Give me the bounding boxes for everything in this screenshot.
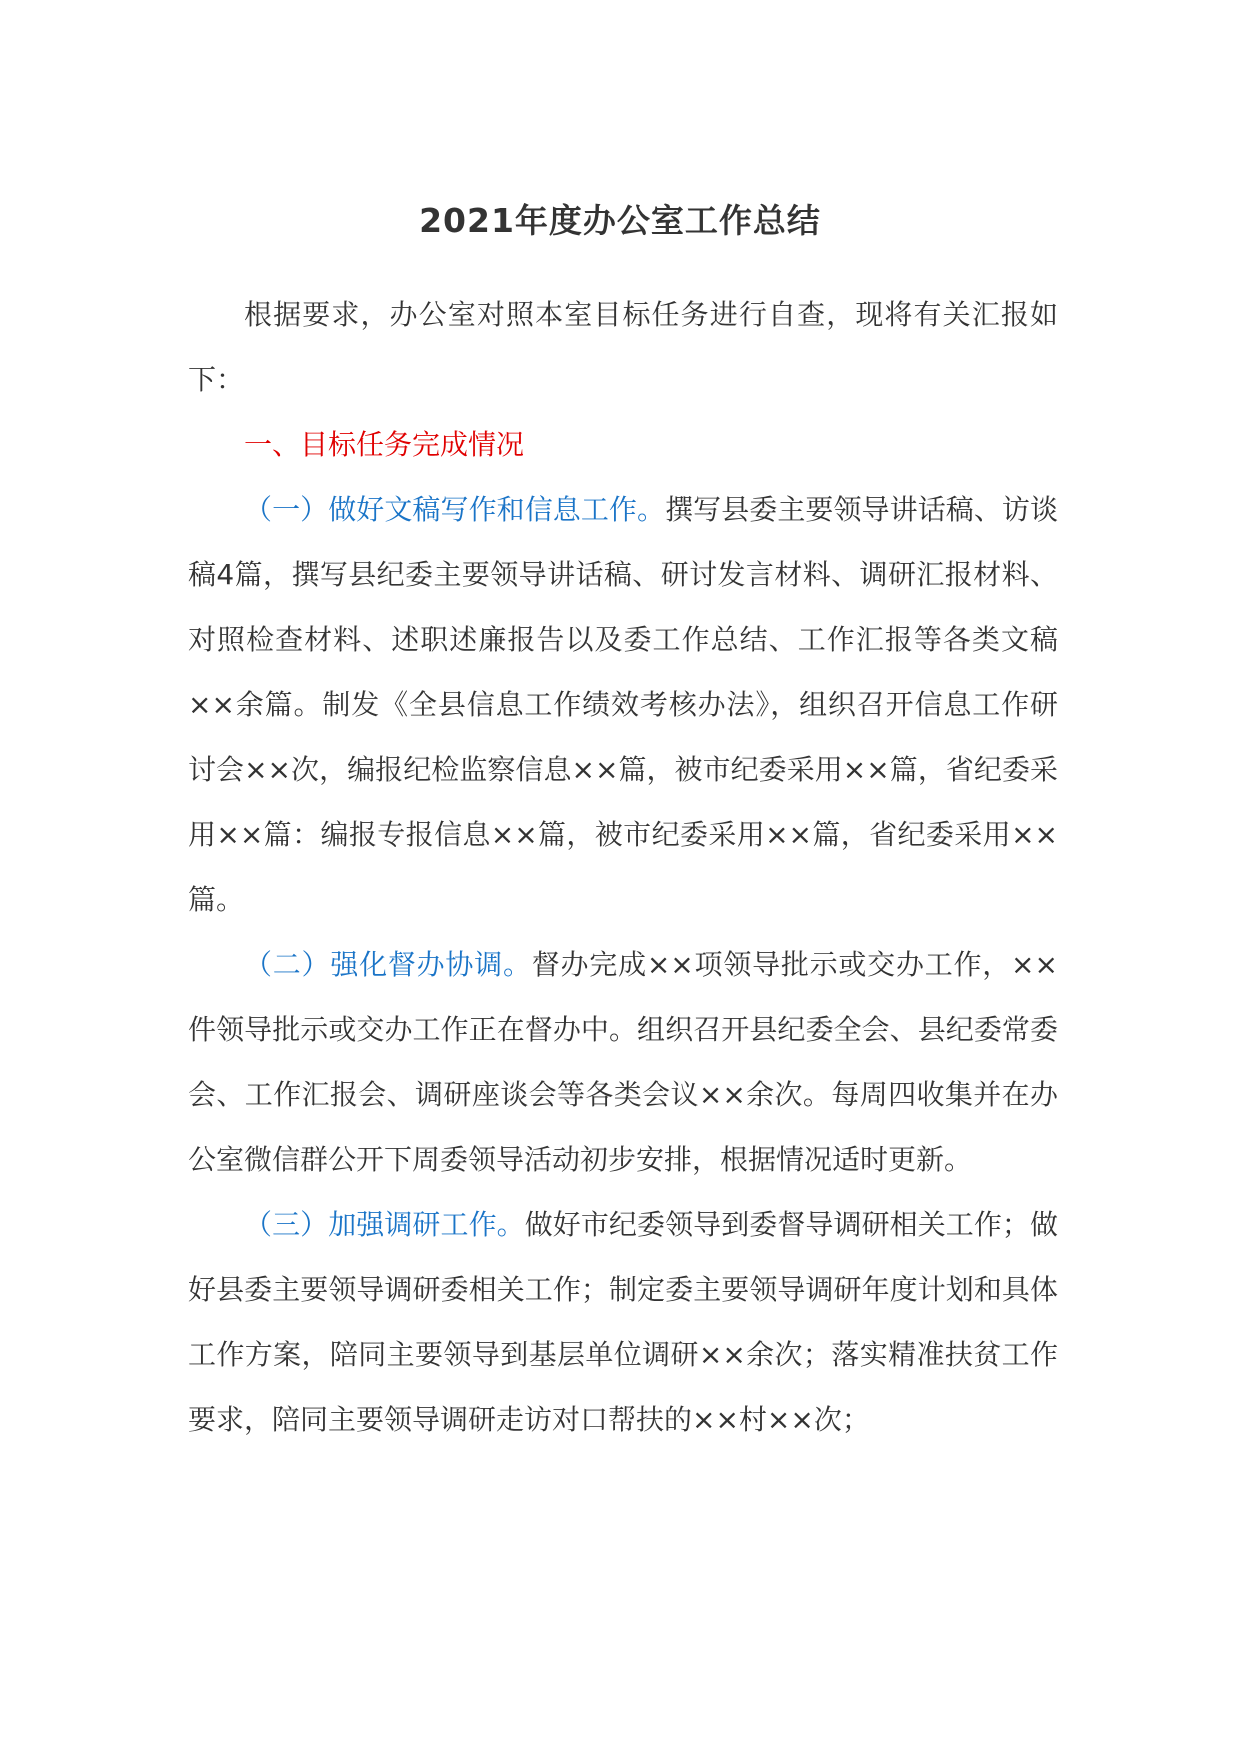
document-title: 2021年度办公室工作总结 (419, 201, 821, 240)
section-heading: 一、目标任务完成情况 (244, 428, 525, 461)
item-paragraph-3 (188, 1192, 1058, 1452)
intro-paragraph: 根据要求，办公室对照本室目标任务进行自查，现将有关汇报如下： (188, 298, 1058, 396)
item-heading-2: （二）强化督办协调。 (244, 948, 532, 981)
item-text-2: 督办完成××项领导批示或交办工作，××件领导批示或交办工作正在督办中。组织召开县纪委全会、县纪委常委会、工作汇报会、调研座谈会等各类会议××余次。每周四收集并在办公室微信群公开下周委领导活动初步安排，根据情况适时更新。 (188, 948, 1058, 1176)
item-text-1: 撰写县委主要领导讲话稿、访谈稿4篇，撰写县纪委主要领导讲话稿、研讨发言材料、调研汇报材料、对照检查材料、述职述廉报告以及委工作总结、工作汇报等各类文稿××余篇。制发《全县信息工作绩效考核办法》，组织召开信息工作研讨会××次，编报纪检监察信息××篇，被市纪委采用××篇，省纪委采用××篇：编报专报信息××篇，被市纪委采用××篇，省纪委采用××篇。 (188, 493, 1058, 916)
item-text-3: 做好市纪委领导到委督导调研相关工作；做好县委主要领导调研委相关工作；制定委主要领导调研年度计划和具体工作方案，陪同主要领导到基层单位调研××余次；落实精准扶贫工作要求，陪同主要领导调研走访对口帮扶的××村××次； (188, 1208, 1058, 1436)
document-body (188, 282, 1058, 1452)
item-paragraph-2 (188, 932, 1058, 1192)
item-heading-1: （一）做好文稿写作和信息工作。 (244, 493, 666, 526)
item-paragraph-1 (188, 477, 1058, 932)
item-heading-3: （三）加强调研工作。 (244, 1208, 525, 1241)
